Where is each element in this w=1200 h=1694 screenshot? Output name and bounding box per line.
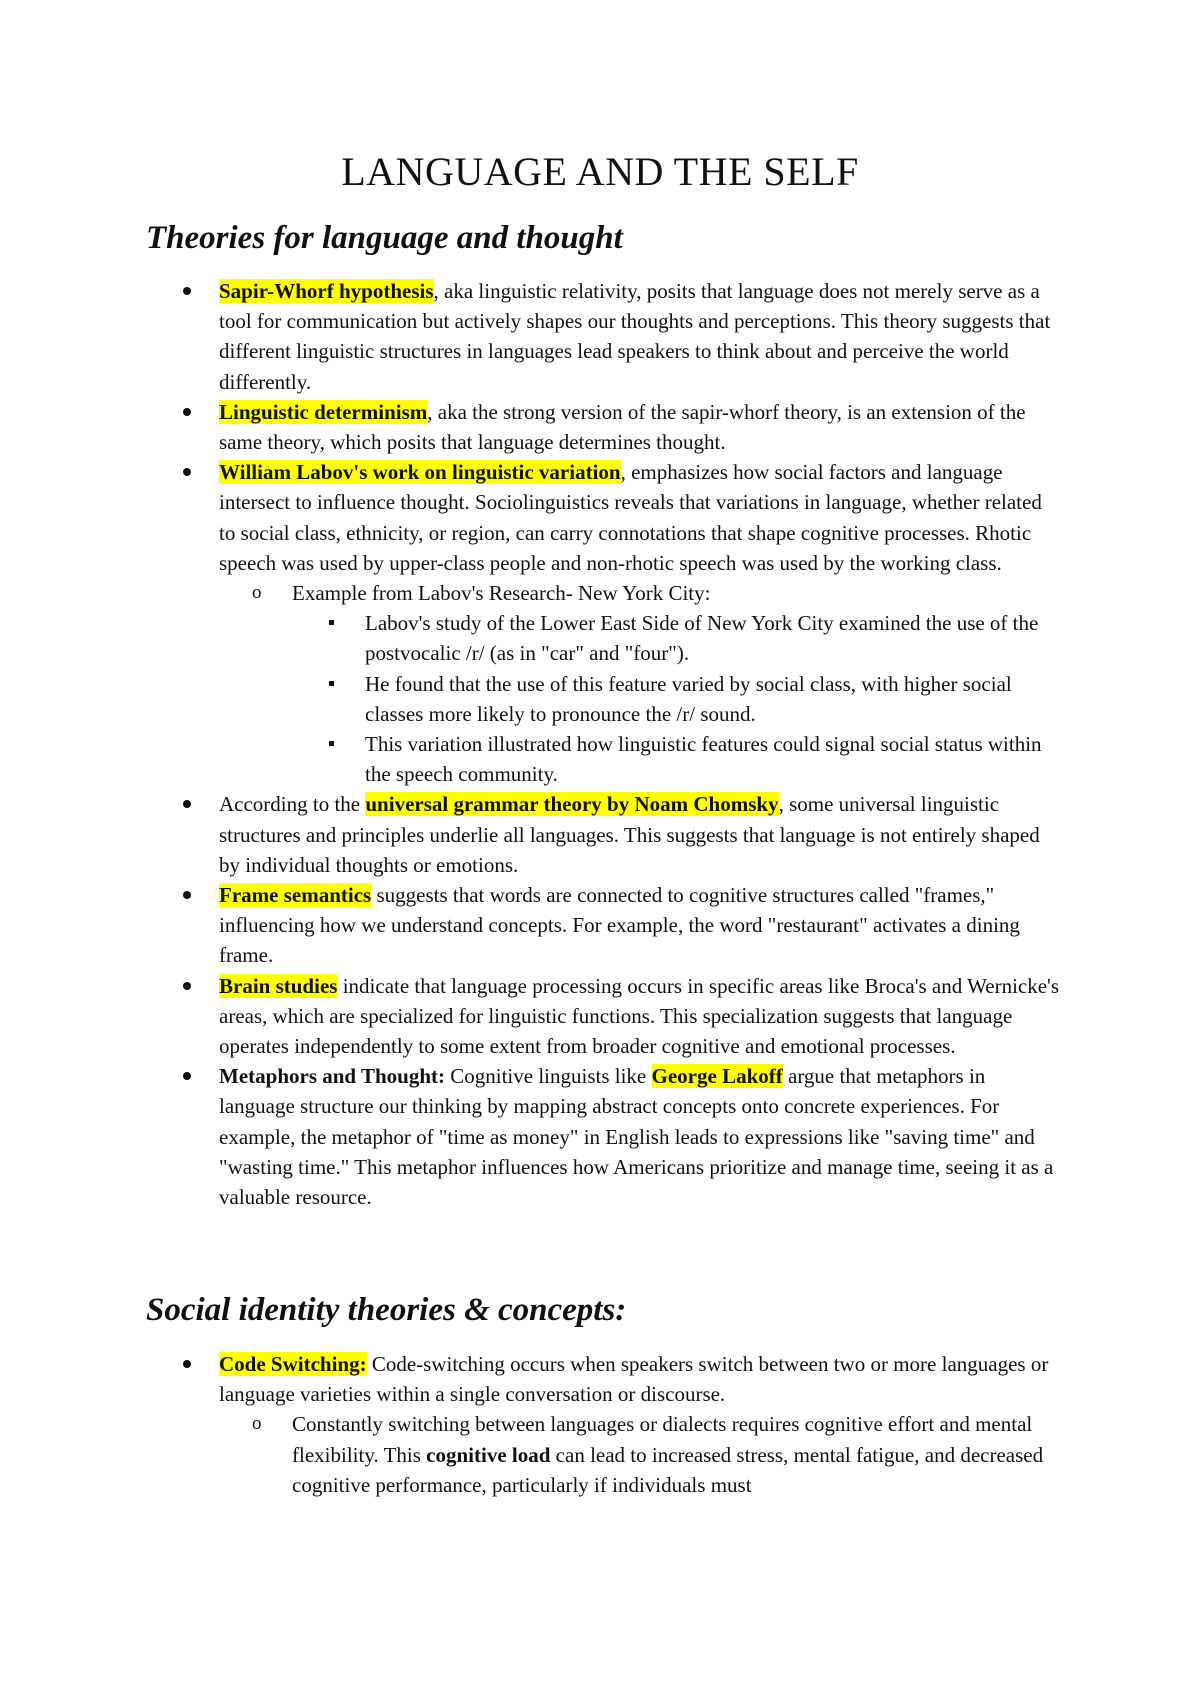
highlighted-term: Brain studies — [219, 973, 338, 998]
sub-item-text: can lead to increased stress, mental fatigue, and decreased cognitive performance, particularly if individuals must — [292, 1442, 1044, 1497]
item-text: Cognitive linguists like — [445, 1064, 652, 1089]
highlighted-term: universal grammar theory by Noam Chomsky — [365, 792, 779, 817]
sub-sub-list-item — [292, 608, 1059, 668]
bullet-icon — [183, 891, 191, 899]
sub-sub-item-text: He found that the use of this feature varied by social class, with higher social classes more likely to pronounce the /r/ sound. — [365, 671, 1012, 726]
section-heading-social-identity: Social identity theories & concepts: — [146, 1292, 627, 1328]
bullet-icon — [183, 287, 191, 295]
list-item-metaphors — [0, 1061, 1059, 1212]
highlighted-term: Sapir-Whorf hypothesis — [219, 279, 434, 303]
sub-sub-item-text: This variation illustrated how linguistic features could signal social status within the speech community. — [365, 732, 1042, 787]
theories-list — [0, 276, 1059, 1212]
bold-term: cognitive load — [426, 1442, 551, 1467]
sub-sub-list — [292, 608, 1059, 789]
bullet-icon — [183, 1360, 191, 1368]
list-item-labov — [0, 457, 1059, 789]
sub-item-text: Example from Labov's Research- New York City: — [292, 581, 711, 606]
list-item-code-switching — [0, 1349, 1059, 1500]
bullet-icon — [183, 982, 191, 990]
list-item-sapir-whorf — [0, 276, 1059, 397]
highlighted-term: Linguistic determinism — [219, 399, 428, 424]
circle-bullet-icon: o — [252, 582, 262, 604]
bullet-icon — [183, 408, 191, 416]
item-text: indicate that language processing occurs in specific areas like Broca's and Wernicke's areas, which are specialized for linguistic functions. This specialization suggests that language operates independently to some extent from broader cognitive and emotional processes. — [219, 973, 1059, 1059]
sub-list — [219, 1409, 1059, 1500]
item-text: , emphasizes how social factors and language intersect to influence thought. Sociolinguistics reveals that variations in language, whether related to social class, ethnicity, or region, can carry connotations that shape cognitive processes. Rhotic speech was used by upper-class people and non-rhotic speech was used by the working class. — [219, 460, 1042, 575]
circle-bullet-icon: o — [252, 1413, 262, 1435]
item-text: Code-switching occurs when speakers switch between two or more languages or language varieties within a single conversation or discourse. — [219, 1352, 1049, 1407]
bold-lead: Metaphors and Thought: — [219, 1064, 445, 1089]
list-item-frame-semantics — [0, 880, 1059, 971]
item-text: , aka the strong version of the sapir-whorf theory, is an extension of the same theory, which posits that language determines thought. — [219, 399, 1026, 455]
sub-item-text: Constantly switching between languages or dialects requires cognitive effort and mental flexibility. This — [292, 1412, 1033, 1467]
item-text: suggests that words are connected to cognitive structures called "frames," influencing how we understand concepts. For example, the word "restaurant" activates a dining frame. — [219, 883, 1020, 968]
item-text: argue that metaphors in language structure our thinking by mapping abstract concepts onto concrete experiences. For example, the metaphor of "time as money" in English leads to expressions like "saving time" and "wasting time." This metaphor influences how Americans prioritize and manage time, seeing it as a valuable resource. — [219, 1064, 1054, 1210]
square-bullet-icon — [329, 620, 334, 625]
item-text: , aka linguistic relativity, posits that language does not merely serve as a tool for communication but actively shapes our thoughts and perceptions. This theory suggests that different linguistic structures in languages lead speakers to think about and perceive the world differently. — [219, 279, 1051, 394]
section-heading-theories: Theories for language and thought — [146, 220, 623, 256]
square-bullet-icon — [329, 741, 334, 746]
square-bullet-icon — [329, 681, 334, 686]
bullet-icon — [183, 1072, 191, 1080]
bullet-icon — [183, 468, 191, 476]
sub-sub-item-text: Labov's study of the Lower East Side of New York City examined the use of the postvocalic /r/ (as in "car" and "four"). — [365, 611, 1039, 666]
highlighted-term: George Lakoff — [651, 1064, 783, 1089]
list-item-linguistic-determinism — [0, 397, 1059, 457]
sub-list-item — [219, 578, 1059, 789]
list-item-universal-grammar — [0, 789, 1059, 880]
bullet-icon — [183, 800, 191, 808]
sub-list-item — [219, 1409, 1059, 1500]
item-prefix: According to the — [219, 792, 366, 817]
highlighted-term: Frame semantics — [219, 883, 372, 908]
highlighted-term: Code Switching: — [219, 1352, 367, 1376]
sub-list — [219, 578, 1059, 789]
list-item-brain-studies — [0, 971, 1059, 1062]
social-identity-list — [0, 1349, 1059, 1500]
sub-sub-list-item — [292, 669, 1059, 729]
highlighted-term: William Labov's work on linguistic variation — [219, 460, 621, 485]
document-title: LANGUAGE AND THE SELF — [341, 149, 859, 194]
item-text: , some universal linguistic structures and principles underlie all languages. This suggests that language is not entirely shaped by individual thoughts or emotions. — [219, 792, 1040, 877]
sub-sub-list-item — [292, 729, 1059, 789]
